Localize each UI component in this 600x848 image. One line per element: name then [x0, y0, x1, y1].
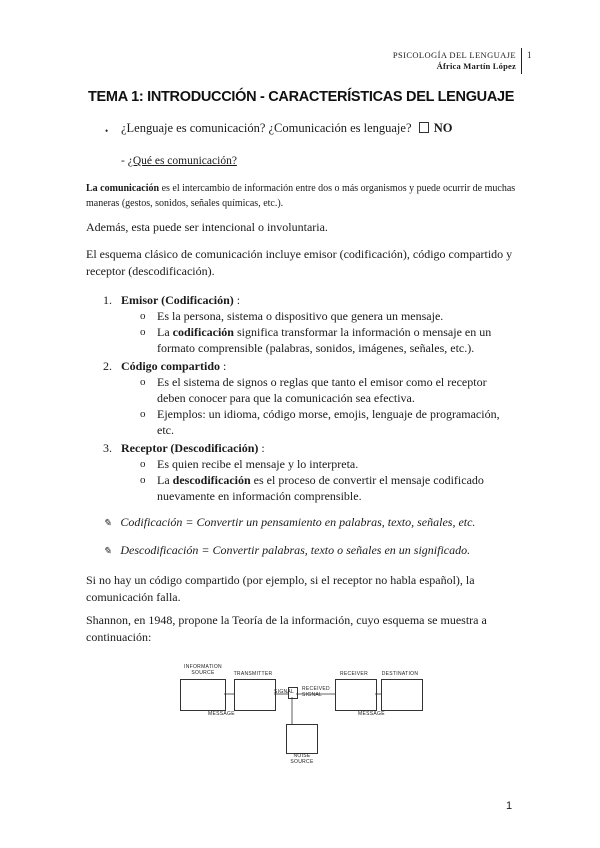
- question-answer: NO: [433, 121, 453, 135]
- header-divider: [521, 48, 522, 74]
- diagram-label-transmitter: TRANSMITTER: [233, 671, 273, 677]
- footer-page-number: 1: [506, 800, 513, 812]
- list-item: [103, 440, 523, 456]
- sub-item-bold: codificación: [172, 325, 234, 339]
- sub-bullet-icon: o: [140, 458, 146, 470]
- sub-list-item: [103, 374, 505, 406]
- sub-item-text: Es la persona, sistema o dispositivo que genera un mensaje.: [157, 309, 444, 323]
- page-title: TEMA 1: INTRODUCCIÓN - CARACTERÍSTICAS DEL LENGUAJE: [88, 89, 515, 105]
- running-header: [393, 50, 516, 72]
- list-item-colon: :: [258, 441, 265, 455]
- sub-bullet-icon: o: [140, 310, 146, 322]
- arrow-icon: [419, 122, 429, 133]
- main-question: [121, 121, 453, 136]
- header-page-number: 1: [527, 50, 532, 60]
- sub-item-text: Es quien recibe el mensaje y lo interpreta.: [157, 457, 359, 471]
- sub-item-text: Ejemplos: un idioma, código morse, emojis, lenguaje de programación, etc.: [157, 407, 500, 437]
- sub-list-item: [103, 308, 523, 324]
- sub-item-text: es el proceso de convertir el mensaje codificado nuevamente en información comprensible.: [157, 473, 484, 503]
- paragraph-shannon: Shannon, en 1948, propone la Teoría de la información, cuyo esquema se muestra a continuación:: [86, 613, 487, 644]
- definition-term: La comunicación: [86, 183, 160, 194]
- shannon-diagram: [178, 664, 418, 770]
- sub-item-text: La: [157, 325, 173, 339]
- sub-item-text: Es el sistema de signos o reglas que tanto el emisor como el receptor deben conocer para que la comunicación sea efectiva.: [157, 375, 487, 405]
- sub-bullet-icon: o: [140, 474, 146, 486]
- list-number: 3.: [103, 441, 112, 455]
- sub-list-item: [103, 406, 505, 438]
- diagram-label-source: INFORMATION SOURCE: [184, 664, 222, 676]
- sub-question-text: ¿Qué es comunicación?: [127, 155, 237, 167]
- noise-box: [286, 724, 318, 754]
- sub-item-text: La: [157, 473, 173, 487]
- list-item-title: Emisor (Codificación): [121, 293, 234, 307]
- list-number: 2.: [103, 359, 112, 373]
- pencil-icon: ✎: [103, 546, 112, 557]
- diagram-label-signal: SIGNAL: [274, 689, 295, 695]
- diagram-label-message-2: MESSAGE: [358, 711, 385, 717]
- paragraph-scheme: El esquema clásico de comunicación incluye emisor (codificación), código compartido y receptor (descodificación).: [86, 247, 513, 278]
- sub-bullet-icon: o: [140, 408, 146, 420]
- question-text: ¿Lenguaje es comunicación? ¿Comunicación es lenguaje?: [121, 121, 412, 135]
- list-item-colon: :: [220, 359, 227, 373]
- diagram-label-message-1: MESSAGE: [208, 711, 235, 717]
- paragraph-intentional: Además, esta puede ser intencional o involuntaria.: [86, 220, 328, 234]
- diagram-label-received: RECEIVED SIGNAL: [302, 686, 330, 698]
- diagram-label-receiver: RECEIVER: [340, 671, 368, 677]
- sub-list-item: [103, 472, 505, 504]
- sub-bullet-icon: o: [140, 326, 146, 338]
- note-codificacion: [103, 515, 475, 530]
- definition-rest: es el intercambio de información entre dos o más organismos y puede ocurrir de muchas maneras (gestos, sonidos, señales químicas, etc.).: [86, 183, 516, 209]
- diagram-label-destination: DESTINATION: [381, 671, 419, 677]
- paragraph-nocode: Si no hay un código compartido (por ejemplo, si el receptor no habla español), la comunicación falla.: [86, 573, 475, 604]
- note-descodificacion: [103, 543, 470, 558]
- definition-paragraph: [86, 181, 530, 211]
- numbered-list: [103, 292, 523, 504]
- sub-item-bold: descodificación: [172, 473, 251, 487]
- sub-question: [121, 155, 237, 167]
- diagram-label-noise: NOISE SOURCE: [290, 753, 314, 765]
- list-item-title: Receptor (Descodificación): [121, 441, 259, 455]
- sub-list-item: [103, 324, 505, 356]
- bullet-icon: •: [105, 126, 109, 136]
- header-author: África Martín López: [436, 61, 516, 71]
- dash: -: [121, 155, 125, 167]
- note-text: Descodificación = Convertir palabras, texto o señales en un significado.: [120, 543, 471, 557]
- sub-list-item: [103, 456, 523, 472]
- list-item-colon: :: [233, 293, 241, 307]
- sub-item-text: significa transformar la información o mensaje en un formato comprensible (palabras, sonidos, imágenes, señales, etc.).: [157, 325, 492, 355]
- header-subject: PSICOLOGÍA DEL LENGUAJE: [392, 50, 516, 60]
- note-text: Codificación = Convertir un pensamiento en palabras, texto, señales, etc.: [120, 515, 476, 529]
- pencil-icon: ✎: [103, 518, 112, 529]
- sub-bullet-icon: o: [140, 376, 146, 388]
- list-item-title: Código compartido: [121, 359, 220, 373]
- list-number: 1.: [103, 293, 112, 307]
- list-item: [103, 292, 523, 308]
- list-item: [103, 358, 523, 374]
